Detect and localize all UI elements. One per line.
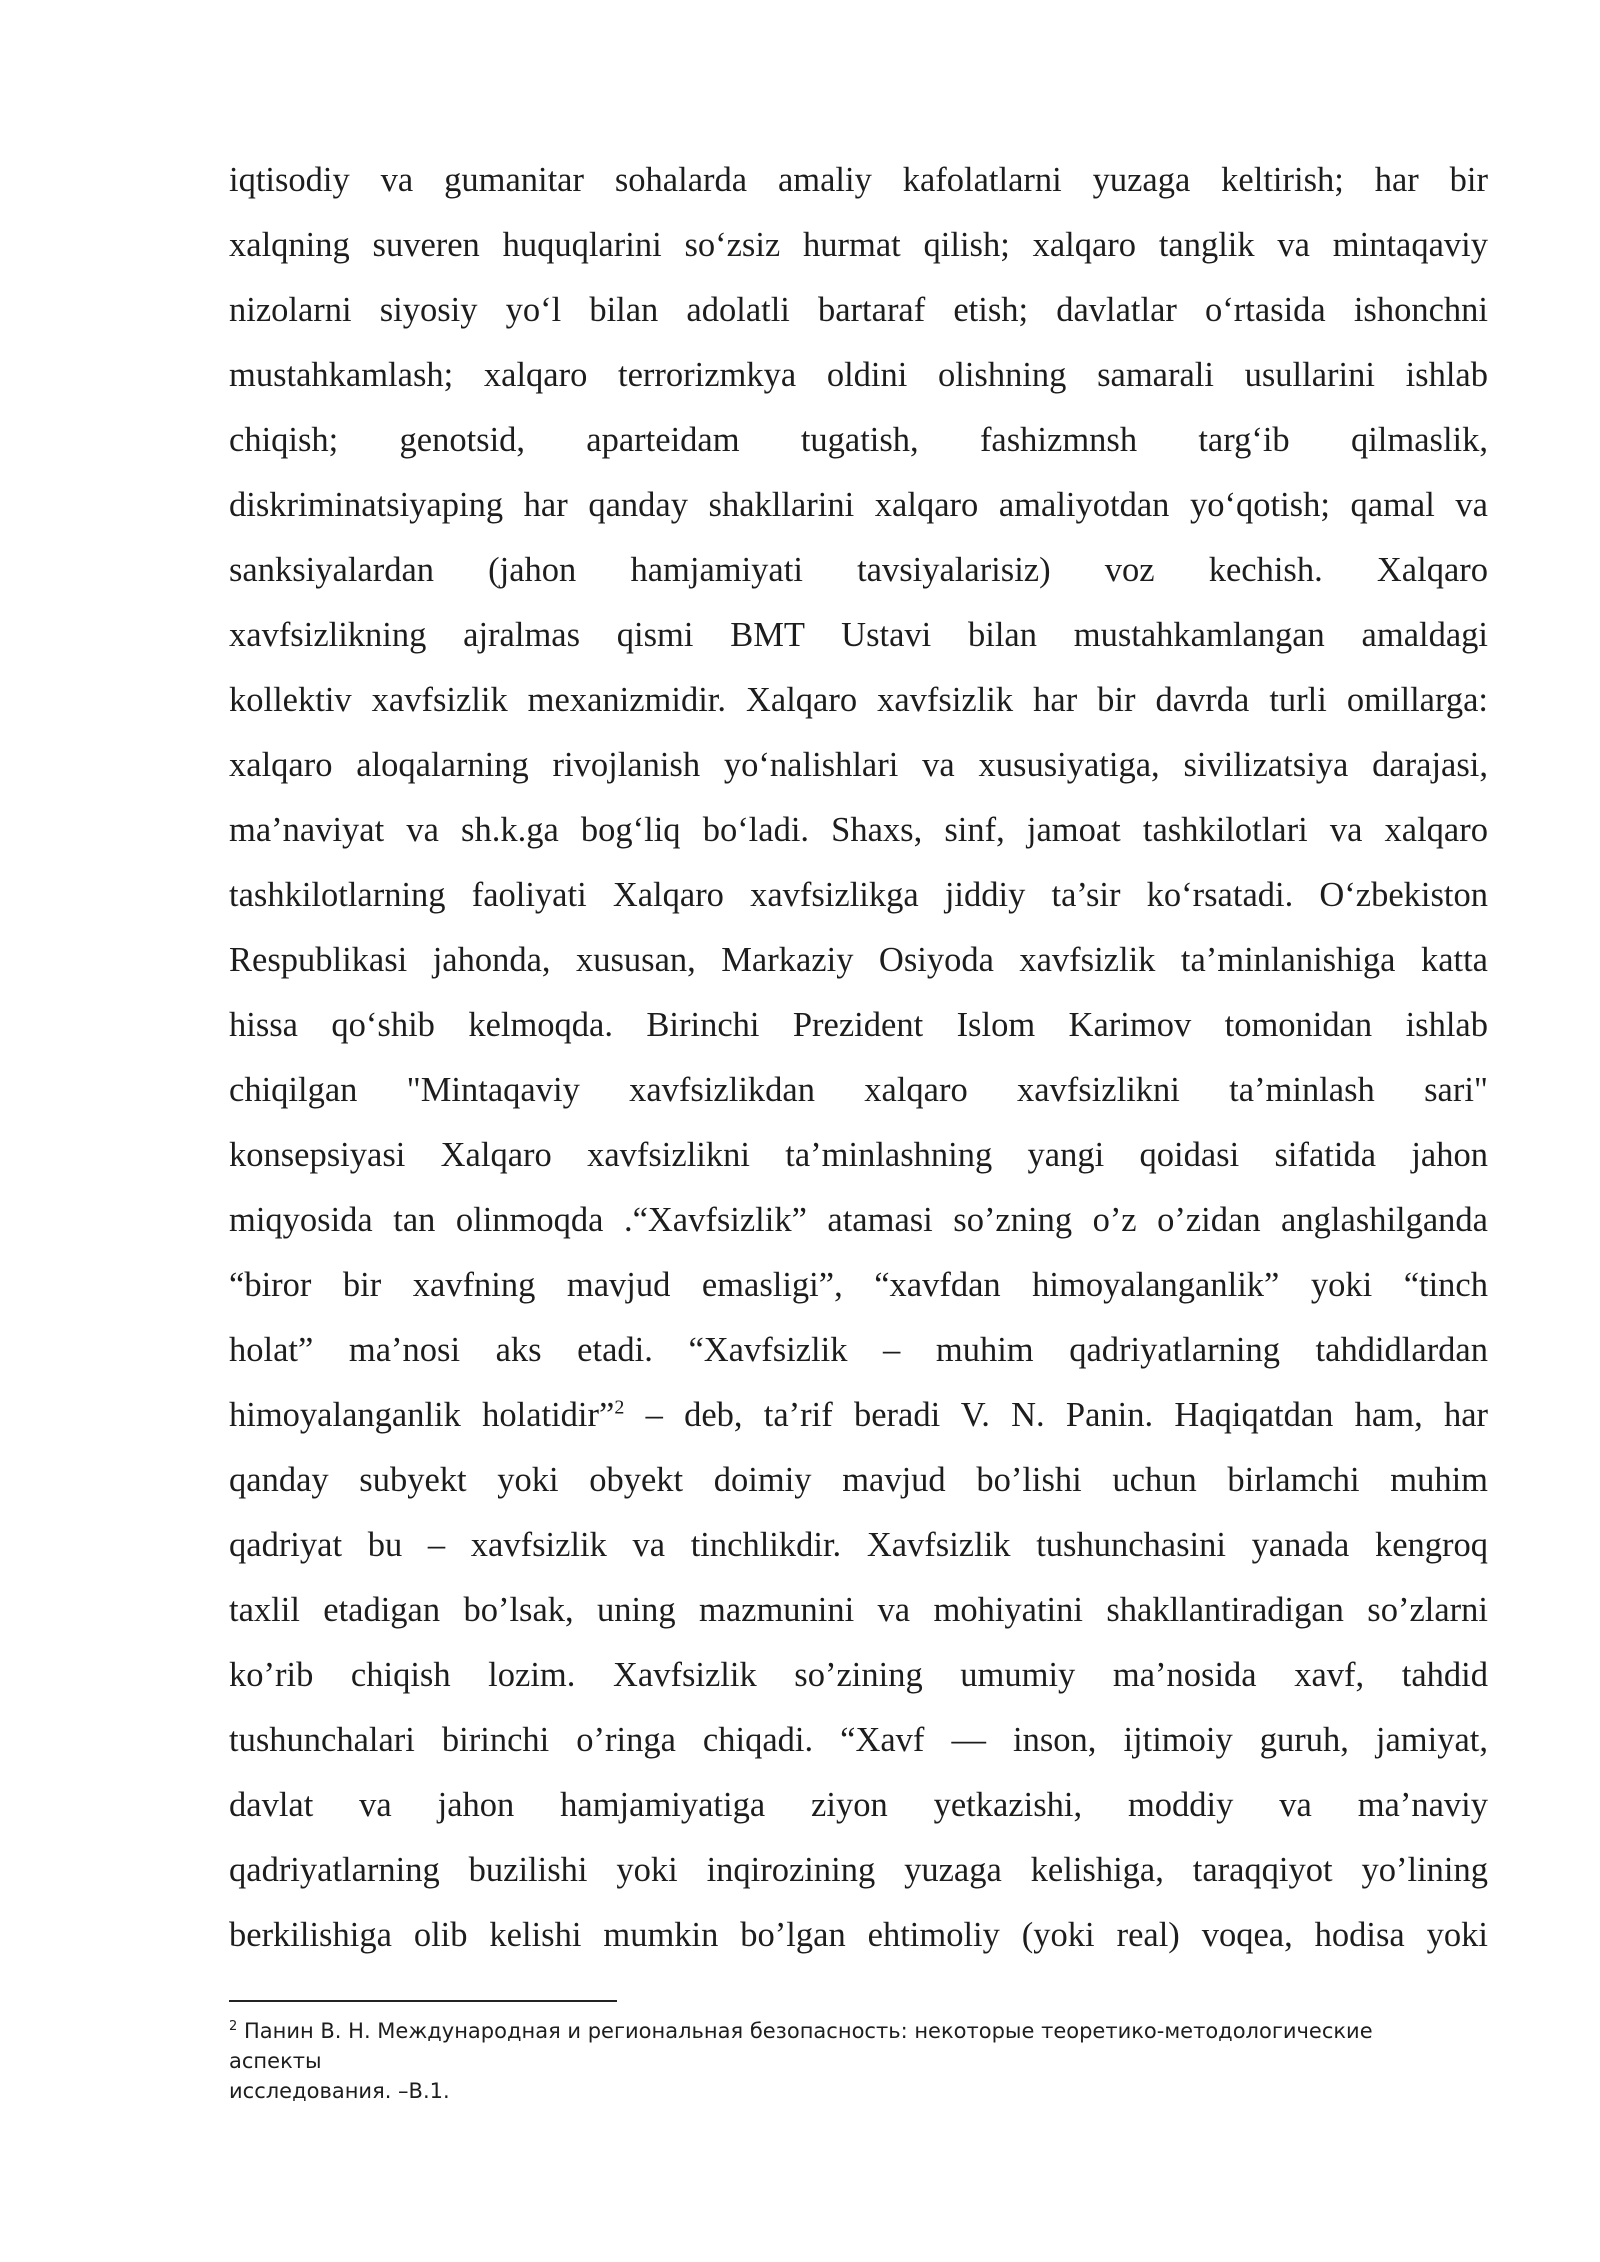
body-line: nizolarni siyosiy yo‘l bilan adolatli bartaraf etish; davlatlar o‘rtasida ishonchni [229, 291, 1488, 329]
footnote-line: аспекты [229, 2049, 322, 2073]
footnote-text: Панин В. Н. Международная и региональная безопасность: некоторые теоретико-методологические [237, 2019, 1373, 2043]
body-line-with-footnote-ref [229, 1383, 1488, 1448]
body-line: sanksiyalardan (jahon hamjamiyati tavsiyalarisiz) voz kechish. Xalqaro [229, 551, 1488, 589]
body-line: qadriyatlarning buzilishi yoki inqirozining yuzaga kelishiga, taraqqiyot yo’lining [229, 1851, 1488, 1889]
body-line: tashkilotlarning faoliyati Xalqaro xavfsizlikga jiddiy ta’sir ko‘rsatadi. O‘zbekiston [229, 876, 1488, 914]
body-line: chiqish; genotsid, aparteidam tugatish, fashizmnsh targ‘ib qilmaslik, [229, 421, 1488, 459]
footnote-line: исследования. –В.1. [229, 2079, 450, 2103]
body-line: hissa qo‘shib kelmoqda. Birinchi Prezident Islom Karimov tomonidan ishlab [229, 1006, 1488, 1044]
body-line: xavfsizlikning ajralmas qismi BMT Ustavi bilan mustahkamlangan amaldagi [229, 616, 1488, 654]
body-text [229, 148, 1488, 1968]
body-line: qanday subyekt yoki obyekt doimiy mavjud bo’lishi uchun birlamchi muhim [229, 1461, 1488, 1499]
footnote-separator [229, 2000, 617, 2002]
body-line: kollektiv xavfsizlik mexanizmidir. Xalqaro xavfsizlik har bir davrda turli omillarga: [229, 681, 1488, 719]
body-line: diskriminatsiyaping har qanday shakllarini xalqaro amaliyotdan yo‘qotish; qamal va [229, 486, 1488, 524]
footnote [229, 2016, 1488, 2106]
body-line: mustahkamlash; xalqaro terrorizmkya oldini olishning samarali usullarini ishlab [229, 356, 1488, 394]
body-line: konsepsiyasi Xalqaro xavfsizlikni ta’minlashning yangi qoidasi sifatida jahon [229, 1136, 1488, 1174]
body-line: ko’rib chiqish lozim. Xavfsizlik so’zining umumiy ma’nosida xavf, tahdid [229, 1656, 1488, 1694]
footnote-mark: 2 [229, 2019, 238, 2034]
body-line: “biror bir xavfning mavjud emasligi”, “xavfdan himoyalanganlik” yoki “tinch [229, 1266, 1488, 1304]
body-line: holat” ma’nosi aks etadi. “Xavfsizlik – muhim qadriyatlarning tahdidlardan [229, 1331, 1488, 1369]
body-line: miqyosida tan olinmoqda .“Xavfsizlik” atamasi so’zning o’z o’zidan anglashilganda [229, 1201, 1488, 1239]
footnote-ref-mark[interactable]: 2 [614, 1396, 625, 1419]
body-line: qadriyat bu – xavfsizlik va tinchlikdir. Xavfsizlik tushunchasini yanada kengroq [229, 1526, 1488, 1564]
body-line: Respublikasi jahonda, xususan, Markaziy Osiyoda xavfsizlik ta’minlanishiga katta [229, 941, 1488, 979]
body-line: ma’naviyat va sh.k.ga bog‘liq bo‘ladi. Shaxs, sinf, jamoat tashkilotlari va xalqaro [229, 811, 1488, 849]
body-line: xalqaro aloqalarning rivojlanish yo‘nalishlari va xususiyatiga, sivilizatsiya darajasi, [229, 746, 1488, 784]
body-line: davlat va jahon hamjamiyatiga ziyon yetkazishi, moddiy va ma’naviy [229, 1786, 1488, 1824]
footnote-line [229, 2016, 1488, 2046]
body-line: taxlil etadigan bo’lsak, uning mazmunini va mohiyatini shakllantiradigan so’zlarni [229, 1591, 1488, 1629]
body-line: iqtisodiy va gumanitar sohalarda amaliy kafolatlarni yuzaga keltirish; har bir [229, 161, 1488, 199]
footnote-ref-after: – deb, ta’rif beradi V. N. Panin. Haqiqatdan ham, har [624, 1396, 1488, 1434]
footnote-ref-before: himoyalanganlik holatidir” [229, 1396, 615, 1434]
body-line: xalqning suveren huquqlarini so‘zsiz hurmat qilish; xalqaro tanglik va mintaqaviy [229, 226, 1488, 264]
body-line: tushunchalari birinchi o’ringa chiqadi. “Xavf — inson, ijtimoiy guruh, jamiyat, [229, 1721, 1488, 1759]
body-line: chiqilgan "Mintaqaviy xavfsizlikdan xalqaro xavfsizlikni ta’minlash sari" [229, 1071, 1488, 1109]
body-line: berkilishiga olib kelishi mumkin bo’lgan ehtimoliy (yoki real) voqea, hodisa yoki [229, 1916, 1488, 1954]
